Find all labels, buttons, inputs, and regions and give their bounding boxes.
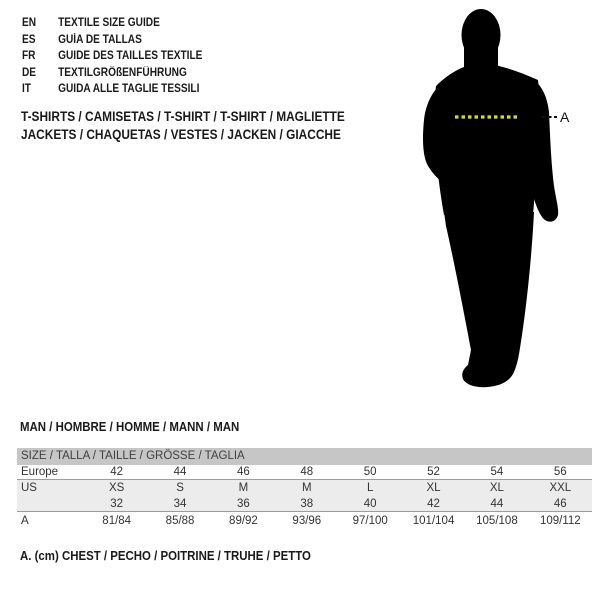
language-list [22,15,227,98]
table-cell: XL [489,482,504,494]
table-cell: 36 [237,497,250,510]
language-title: TEXTILE SIZE GUIDE [58,17,160,30]
table-cell: 56 [553,466,567,478]
table-cell: XL [426,482,441,494]
table-cell: XXL [549,482,572,494]
table-cell: 50 [363,466,377,478]
table-cell: 40 [363,497,377,510]
table-cell: 85/88 [165,514,195,527]
table-cell: 46 [237,466,250,478]
table-cell: 101/104 [412,514,455,527]
table-cell: 105/108 [476,514,518,527]
language-code: ES [22,33,36,46]
footnote-chest-measure: A. (cm) CHEST / PECHO / POITRINE / TRUHE / PETTO [20,548,311,563]
language-title: GUIDE DES TAILLES TEXTILE [58,50,203,63]
language-row-en [22,15,202,32]
table-cell: 48 [300,466,314,478]
table-cell: 52 [427,466,440,478]
category-tshirts: T-SHIRTS / CAMISETAS / T-SHIRT / T-SHIRT / MAGLIETTE [21,109,345,124]
table-cell: 97/100 [352,514,388,527]
language-row-fr [22,48,202,65]
table-cell: 109/112 [539,514,581,527]
table-cell: XS [109,482,125,494]
language-code: DE [22,66,37,79]
language-title: GUIDA ALLE TAGLIE TESSILI [58,83,200,96]
table-cell: 81/84 [102,514,132,527]
category-list [21,108,389,144]
table-row-europe [17,465,592,480]
language-title: GUÍA DE TALLAS [58,33,142,46]
row-label: US [21,482,37,494]
figure-area [390,0,600,410]
table-cell: 93/96 [292,514,322,527]
section-heading-man: MAN / HOMBRE / HOMME / MANN / MAN [20,419,240,434]
measure-label-a: A [560,109,570,125]
language-row-es [22,32,202,49]
row-label: Europe [21,466,59,478]
size-table-header: SIZE / TALLA / TAILLE / GRÖSSE / TAGLIA [17,448,592,465]
table-cell: 38 [300,497,314,510]
language-code: IT [22,83,32,96]
man-silhouette-icon [423,9,558,387]
size-table [17,448,592,529]
table-cell: 54 [490,466,504,478]
language-code: EN [22,17,37,30]
table-row-us [17,480,592,496]
language-row-de [22,65,202,82]
table-cell: 44 [490,497,504,510]
table-cell: 46 [553,497,567,510]
table-cell: S [176,482,184,494]
table-cell: 44 [173,466,187,478]
table-cell: 89/92 [229,514,258,527]
table-cell: M [302,482,312,494]
table-cell: L [366,482,374,494]
language-title: TEXTILGRÖßENFÜHRUNG [58,66,187,79]
table-cell: 34 [173,497,187,510]
row-label: A [21,514,29,527]
table-row-chest-a [17,512,592,529]
language-row-it [22,81,202,98]
table-cell: M [238,482,249,494]
table-cell: 32 [110,497,124,510]
table-row-us-numeric [17,496,592,512]
category-jackets: JACKETS / CHAQUETAS / VESTES / JACKEN / GIACCHE [21,127,341,142]
table-cell: 42 [110,466,124,478]
table-cell: 42 [427,497,440,510]
language-code: FR [22,50,36,63]
